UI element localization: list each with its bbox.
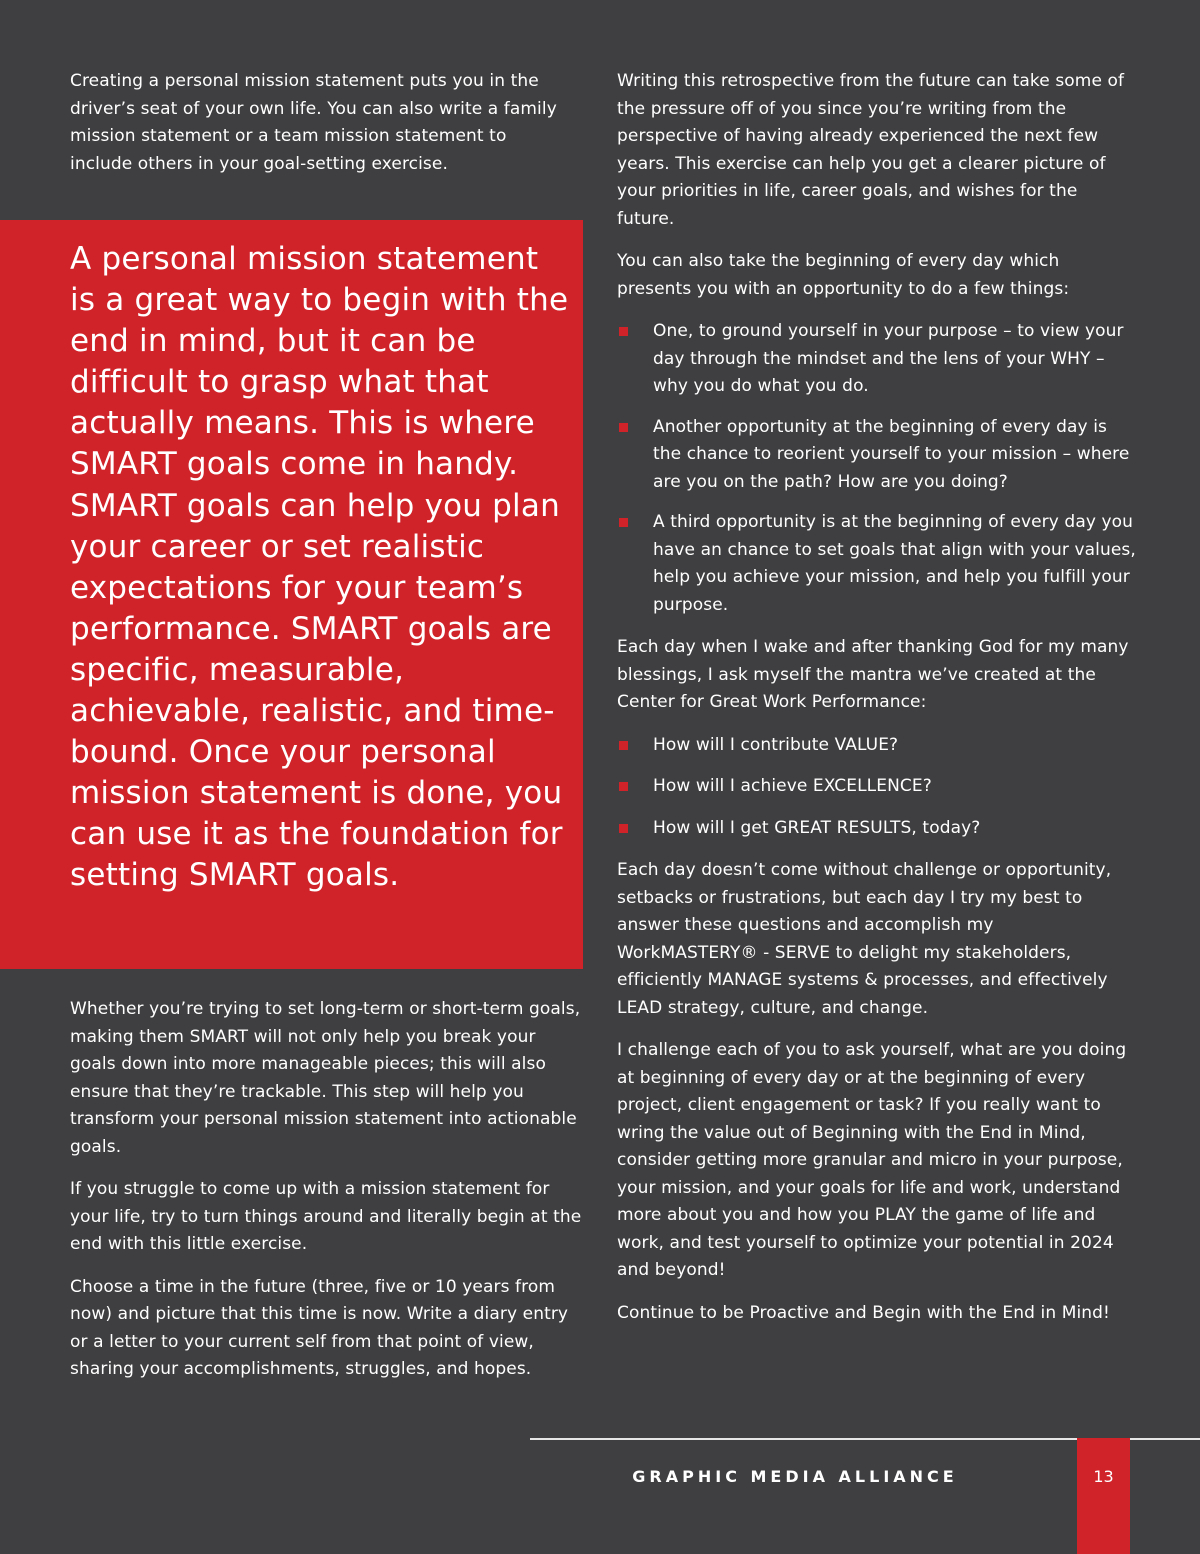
opportunity-list bbox=[617, 318, 1137, 619]
red-square-bullet-icon bbox=[619, 824, 628, 833]
closing-paragraph: Continue to be Proactive and Begin with the End in Mind! bbox=[617, 1302, 1110, 1323]
list-item bbox=[617, 815, 1137, 843]
body-paragraph: Each day doesn’t come without challenge or opportunity, setbacks or frustrations, but each day I try my best to answer these questions and accomplish my WorkMASTERY® - SERVE to delight my stakeholders, efficiently MANAGE systems & processes, and effectively LEAD strategy, culture, and change. bbox=[617, 860, 1112, 1018]
mantra-list bbox=[617, 732, 1137, 843]
body-paragraph: If you struggle to come up with a mission statement for your life, try to turn things around and literally begin at the end with this little exercise. bbox=[70, 1179, 582, 1254]
intro-paragraph: Creating a personal mission statement puts you in the driver’s seat of your own life. You can also write a family mission statement or a team mission statement to include others in your goal-setting exercise. bbox=[70, 71, 557, 174]
body-paragraph: Each day when I wake and after thanking God for my many blessings, I ask myself the mantra we’ve created at the Center for Great Work Performance: bbox=[617, 637, 1129, 712]
red-square-bullet-icon bbox=[619, 741, 628, 750]
list-item bbox=[617, 414, 1137, 497]
right-column bbox=[617, 68, 1137, 1342]
left-column-body bbox=[70, 996, 585, 1399]
list-item-text: How will I get GREAT RESULTS, today? bbox=[653, 817, 981, 838]
list-item-text: How will I achieve EXCELLENCE? bbox=[653, 776, 932, 796]
publication-name: GRAPHIC MEDIA ALLIANCE bbox=[632, 1467, 958, 1486]
list-item bbox=[617, 732, 1137, 760]
red-square-bullet-icon bbox=[619, 518, 628, 527]
red-square-bullet-icon bbox=[619, 423, 628, 432]
body-paragraph: Choose a time in the future (three, five or 10 years from now) and picture that this time is now. Write a diary entry or a letter to your current self from that point of view, sharing your accomplishments, struggles, and hopes. bbox=[70, 1276, 569, 1379]
page-number-tab bbox=[1077, 1438, 1130, 1554]
body-paragraph: Whether you’re trying to set long-term or short-term goals, making them SMART will not only help you break your goals down into more manageable pieces; this will also ensure that they’re trackable. This step will help you transform your personal mission statement into actionable goals. bbox=[70, 999, 581, 1157]
page-number: 13 bbox=[1093, 1467, 1114, 1486]
body-paragraph: Writing this retrospective from the future can take some of the pressure off of you since you’re writing from the perspective of having already experienced the next few years. This exercise can help you get a clearer picture of your priorities in life, career goals, and wishes for the future. bbox=[617, 71, 1125, 229]
body-paragraph: You can also take the beginning of every day which presents you with an opportunity to do a few things: bbox=[617, 251, 1070, 299]
red-square-bullet-icon bbox=[619, 327, 628, 336]
left-column-intro bbox=[70, 68, 570, 193]
list-item-text: How will I contribute VALUE? bbox=[653, 734, 899, 755]
list-item bbox=[617, 773, 1137, 801]
list-item-text: One, to ground yourself in your purpose – to view your day through the mindset and the lens of your WHY – why you do what you do. bbox=[653, 321, 1124, 396]
list-item-text: A third opportunity is at the beginning of every day you have an chance to set goals that align with your values, help you achieve your mission, and help you fulfill your purpose. bbox=[653, 512, 1136, 615]
list-item bbox=[617, 509, 1137, 619]
body-paragraph: I challenge each of you to ask yourself, what are you doing at beginning of every day or at the beginning of every project, client engagement or task? If you really want to wring the value out of Beginning with the End in Mind, consider getting more granular and micro in your purpose, your mission, and your goals for life and work, understand more about you and how you PLAY the game of life and work, and test yourself to optimize your potential in 2024 and beyond! bbox=[617, 1040, 1127, 1280]
red-square-bullet-icon bbox=[619, 782, 628, 791]
list-item bbox=[617, 318, 1137, 401]
list-item-text: Another opportunity at the beginning of every day is the chance to reorient yourself to your mission – where are you on the path? How are you doing? bbox=[653, 416, 1130, 492]
pull-quote: A personal mission statement is a great way to begin with the end in mind, but it can be difficult to grasp what that actually means. This is where SMART goals come in handy. SMART goals can help you plan your career or set realistic expectations for your team’s performance. SMART goals are specific, measurable, achievable, realistic, and time-bound. Once your personal mission statement is done, you can use it as the foundation for setting SMART goals. bbox=[70, 241, 569, 894]
